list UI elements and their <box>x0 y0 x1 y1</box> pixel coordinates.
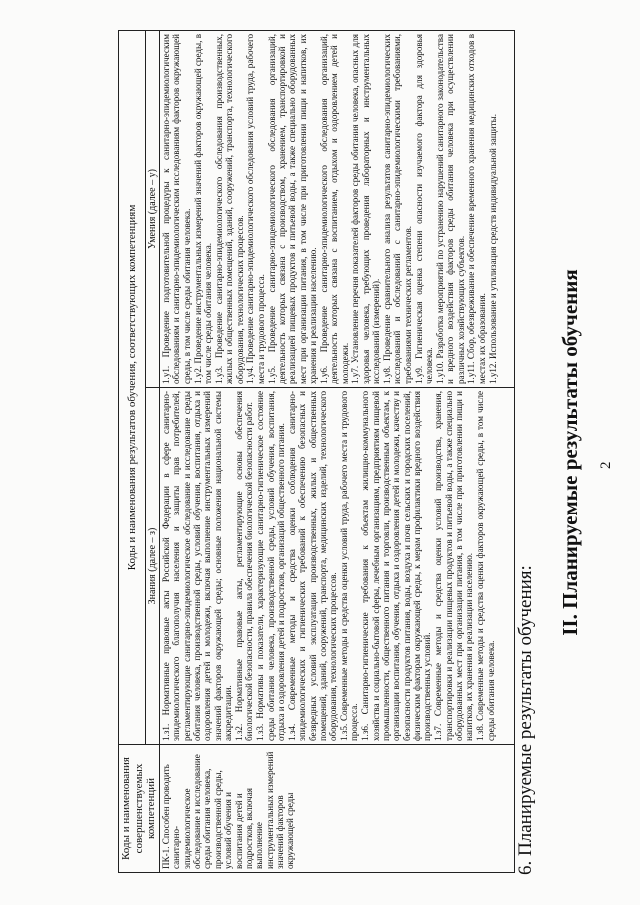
list-item: 1.з1. Нормативные правовые акты Российской Федерации в сфере санитарно-эпидемиологического благополучия населения и защиты прав потребителей, регламентирующие санитарно-эпидемиологическое обследование и исследование среды обитания человека, производственной среды, условий обучения, воспитания, отдыха и оздоровления детей и молодежи, включая выполнение инструментальных измерений значений факторов окружающей среды; основные положения национальной системы аккредитации. <box>161 391 234 741</box>
list-item: 1.у2. Проведение инструментальных измерений значений факторов окружающей среды, в том числе среды обитания человека. <box>192 34 213 384</box>
results-table <box>118 30 515 873</box>
list-item: 1.з7. Современные методы и средства оценки условий производства, хранения, транспортировки и реализации пищевых продуктов и питьевой воды, а также специально оборудованных мест при организации питания, в том числе при приготовлении пищи и напитков, их хранения и реализации населению. <box>433 391 475 741</box>
list-item: 1.з6. Санитарно-гигиенические требования к объектам жилищно-коммунального хозяйства и социально-бытовой сферы, лечебным организациям, предприятиям пищевой промышленности, общественного питания и торговли, производственным объектам, к организации воспитания, обучения, отдыха и оздоровления детей и молодежи, качеству и безопасности продуктов питания, воды, воздуха и почв сельских и городских поселений, физическим факторам окружающей среды, к мерам профилактики вредного воздействия производственных условий. <box>360 391 433 741</box>
competence-cell: ПК-1. Способен проводить санитарно-эпидемиологическое обследование и исследование среды обитания человека, производственной среды, условий обучения и воспитания детей и подростков, включая выполнение инструментальных измерений значений факторов окружающей среды <box>160 745 515 873</box>
list-item: 1.у12. Использование и утилизация средств индивидуальной защиты. <box>487 113 498 384</box>
page-number: 2 <box>598 461 614 469</box>
list-item: 1.з4. Современные методы и средства оценки соблюдения санитарно-эпидемиологических и гигиенических требований к обеспечению безопасных и безвредных условий эксплуатации производственных, жилых и общественных помещений, зданий, сооружений, транспорта, медицинских изделий, технологического оборудования, технологических процессов. <box>286 391 339 741</box>
skills-list <box>160 31 515 388</box>
list-item: 1.у3. Проведение санитарно-эпидемиологического обследования производственных, жилых и общественных помещений, зданий, сооружений, транспорта, технологического оборудования, технологических процессов. <box>213 34 245 384</box>
header-knowledge: Знания (далее – з) <box>146 388 160 745</box>
list-item: 1.у11. Сбор, обезвреживание и обеспечение временного хранения медицинских отходов в местах их образования. <box>466 34 487 384</box>
header-skills: Умения (далее – у) <box>146 31 160 388</box>
list-item: 1.з2. Нормативные правовые акты, регламентирующие основы обеспечения биологической безопасности, правила обеспечения биологической безопасности работ. <box>234 391 255 741</box>
knowledge-list <box>160 388 515 745</box>
list-item: 1.у10. Разработка мероприятий по устранению нарушений санитарного законодательства и вредного воздействия факторов среды обитания человека при осуществлении различных хозяйствующих субъектов. <box>434 34 466 384</box>
list-item: 1.у7. Установление перечня показателей факторов среды обитания человека, опасных для здоровья человека, требующих проведения лабораторных и инструментальных исследований (измерений). <box>350 34 382 384</box>
list-item: 1.з8. Современные методы и средства оценки факторов окружающей среды, в том числе среды обитания человека. <box>475 391 496 741</box>
main-title: II. Планируемые результаты обучения <box>558 269 582 636</box>
list-item: 1.з3. Нормативы и показатели, характеризующие санитарно-гигиеническое состояние среды обитания человека, производственной среды, условий обучения, воспитания, отдыха и оздоровления детей и подростков, организаций общественного питания. <box>255 391 286 741</box>
header-results: Коды и наименования результатов обучения, соответствующих компетенциям <box>119 31 146 745</box>
list-item: 1.у9. Гигиеническая оценка степени опасности изучаемого фактора для здоровья человека. <box>413 34 434 384</box>
list-item: 1.у1. Проведение подготовительной процедуры к санитарно-эпидемиологическим обследованиям и санитарно-эпидемиологическим исследованиям факторов окружающей среды, в том числе среды обитания человека. <box>161 34 192 384</box>
list-item: 1.у5. Проведение санитарно-эпидемиологического обследования организаций, деятельность которых связана с производством, хранением, транспортировкой и реализацией пищевых продуктов и питьевой воды, а также специально оборудованных мест при организации питания, в том числе при приготовлении пищи и напитков, их хранения и реализации населению. <box>266 34 319 384</box>
list-item: 1.з5. Современные методы и средства оценки условий труда, рабочего места и трудового процесса. <box>339 391 360 741</box>
table-row <box>160 31 515 873</box>
list-item: 1.у8. Проведение сравнительного анализа результатов санитарно-эпидемиологических исследований и обследований с санитарно-эпидемиологическими требованиями, требованиями технических регламентов. <box>382 34 413 384</box>
list-item: 1.у4. Проведение санитарно-эпидемиологического обследования условий труда, рабочего места и трудового процесса. <box>245 34 266 384</box>
table-header-row <box>119 31 146 873</box>
header-competence: Коды и наименования совершенствуемых компетенций <box>119 745 160 873</box>
list-item: 1.у6. Проведение санитарно-эпидемиологического обследования организаций, деятельность которых связана с воспитанием, отдыхом и оздоровлением детей и молодежи. <box>318 34 350 384</box>
section-title: 6. Планируемые результаты обучения: <box>515 565 536 875</box>
